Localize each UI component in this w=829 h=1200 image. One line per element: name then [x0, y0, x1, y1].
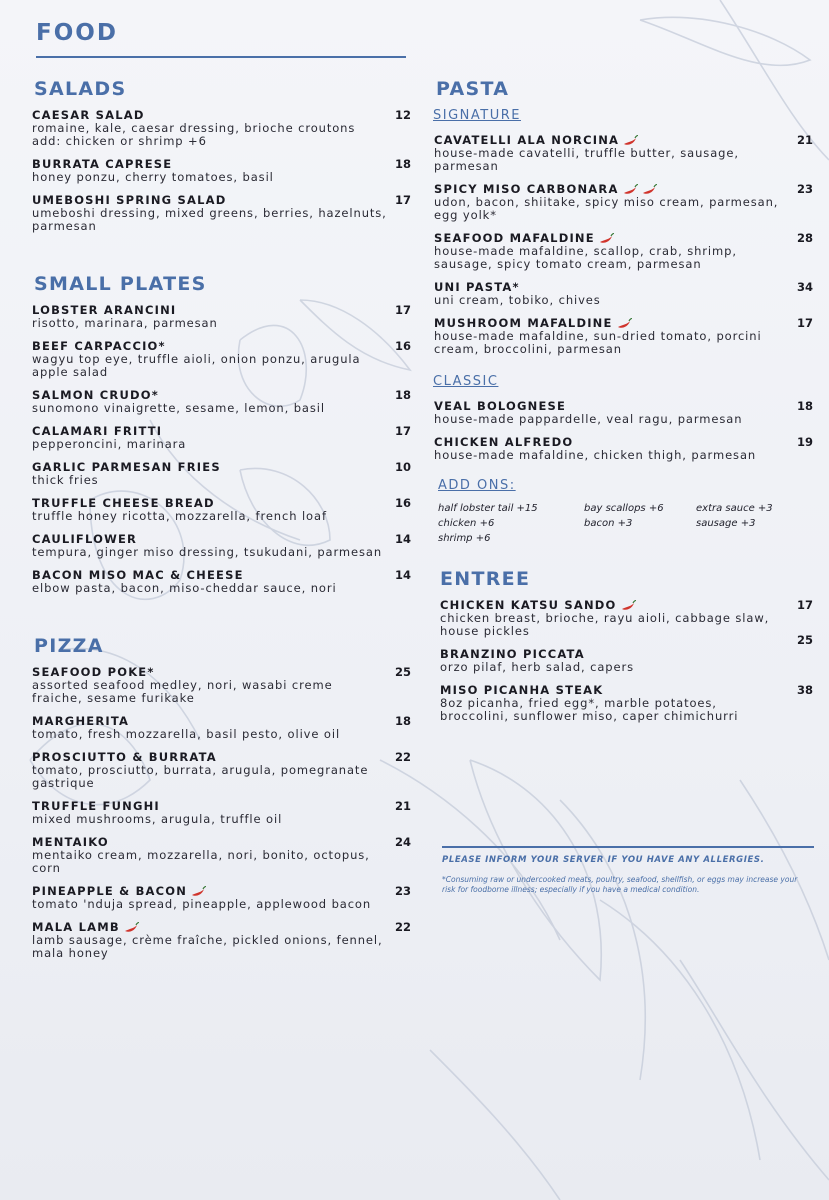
menu-item: [32, 339, 413, 379]
menu-item: [32, 665, 413, 705]
item-name: CAESAR SALAD: [32, 108, 145, 122]
item-description: tempura, ginger miso dressing, tsukudani, parmesan: [32, 545, 383, 559]
item-description: house-made cavatelli, truffle butter, sausage, parmesan: [434, 146, 739, 173]
item-name: VEAL BOLOGNESE: [434, 399, 567, 413]
item-price: 17: [796, 598, 813, 612]
item-price: 28: [796, 231, 813, 245]
item-description: honey ponzu, cherry tomatoes, basil: [32, 170, 274, 184]
item-price: 34: [796, 280, 813, 294]
allergy-notice: [442, 846, 814, 894]
item-price: 25: [796, 633, 813, 647]
item-price: 23: [796, 182, 813, 196]
chili-pepper-icon: [641, 184, 657, 195]
item-price: 18: [394, 388, 411, 402]
item-name: CALAMARI FRITTI: [32, 424, 163, 438]
item-name: MISO PICANHA STEAK: [440, 683, 604, 697]
item-name: MENTAIKO: [32, 835, 109, 849]
pizza-heading: PIZZA: [34, 635, 104, 657]
item-name: CAVATELLI ALA NORCINA: [434, 133, 620, 147]
menu-item: [32, 108, 413, 148]
item-name: SEAFOOD POKE*: [32, 665, 155, 679]
chili-pepper-icon: [123, 922, 139, 933]
item-name: LOBSTER ARANCINI: [32, 303, 177, 317]
item-price: 16: [394, 339, 411, 353]
menu-item: [32, 799, 413, 826]
item-name: BRANZINO PICCATA: [440, 647, 585, 661]
addon-item: sausage +3: [696, 518, 756, 529]
item-description: udon, bacon, shiitake, spicy miso cream, parmesan, egg yolk*: [434, 195, 779, 222]
item-price: 24: [394, 835, 411, 849]
addon-item: half lobster tail +15: [438, 503, 538, 514]
item-name-row: [434, 231, 789, 245]
salads-heading: SALADS: [34, 78, 127, 100]
item-price: 18: [796, 399, 813, 413]
item-price: 22: [394, 750, 411, 764]
item-price: 21: [796, 133, 813, 147]
item-price: 17: [796, 316, 813, 330]
menu-item: [32, 835, 413, 875]
item-description: romaine, kale, caesar dressing, brioche croutons: [32, 121, 356, 135]
menu-item: [32, 714, 413, 741]
item-name-row: [32, 884, 387, 898]
item-description: risotto, marinara, parmesan: [32, 316, 218, 330]
item-description: mixed mushrooms, arugula, truffle oil: [32, 812, 283, 826]
chili-pepper-icon: [622, 135, 638, 146]
menu-item: [32, 920, 413, 960]
menu-item: [32, 496, 413, 523]
menu-item: [434, 399, 815, 426]
menu-item: [32, 388, 413, 415]
item-name: SPICY MISO CARBONARA: [434, 182, 619, 196]
menu-item: [434, 280, 815, 307]
item-price: 21: [394, 799, 411, 813]
menu-item: [434, 182, 815, 222]
chili-pepper-icon: [620, 600, 636, 611]
item-name-row: [434, 182, 789, 196]
menu-item: [434, 316, 815, 356]
item-name: MUSHROOM MAFALDINE: [434, 316, 613, 330]
right-column: [430, 78, 815, 732]
entree-heading: ENTREE: [440, 568, 531, 590]
item-extra: add: chicken or shrimp +6: [32, 134, 207, 148]
item-name: SALMON CRUDO*: [32, 388, 159, 402]
item-description: house-made mafaldine, chicken thigh, parmesan: [434, 448, 757, 462]
menu-item: [32, 532, 413, 559]
item-description: tomato, fresh mozzarella, basil pesto, olive oil: [32, 727, 341, 741]
item-name: PROSCIUTTO & BURRATA: [32, 750, 217, 764]
item-description: wagyu top eye, truffle aioli, onion ponzu, arugula apple salad: [32, 352, 361, 379]
consumption-warning: *Consuming raw or undercooked meats, poultry, seafood, shellfish, or eggs may increase your risk for foodborne illness; especially if you have a medical condition.: [442, 875, 798, 894]
item-price: 14: [394, 532, 411, 546]
addons-list: [438, 503, 815, 544]
menu-item: [32, 193, 413, 233]
classic-subheading: CLASSIC: [433, 374, 499, 389]
item-description: house-made mafaldine, scallop, crab, shrimp, sausage, spicy tomato cream, parmesan: [434, 244, 737, 271]
item-name-row: [440, 598, 789, 612]
item-price: 16: [394, 496, 411, 510]
chili-pepper-icon: [616, 318, 632, 329]
item-price: 10: [394, 460, 411, 474]
menu-item: [434, 231, 815, 271]
menu-item: [434, 133, 815, 173]
chili-pepper-icon: [622, 184, 638, 195]
item-description: 8oz picanha, fried egg*, marble potatoes, broccolini, sunflower miso, caper chimichurri: [440, 696, 739, 723]
item-price: 19: [796, 435, 813, 449]
item-price: 12: [394, 108, 411, 122]
item-description: house-made mafaldine, sun-dried tomato, porcini cream, broccolini, parmesan: [434, 329, 762, 356]
item-price: 17: [394, 303, 411, 317]
item-name: TRUFFLE FUNGHI: [32, 799, 160, 813]
chili-pepper-icon: [190, 886, 206, 897]
menu-item: [32, 750, 413, 790]
title-divider: [36, 56, 406, 58]
addon-item: bacon +3: [584, 518, 633, 529]
item-name: PINEAPPLE & BACON: [32, 884, 188, 898]
item-description: lamb sausage, crème fraîche, pickled onions, fennel, mala honey: [32, 933, 383, 960]
item-name: MALA LAMB: [32, 920, 120, 934]
item-name: UMEBOSHI SPRING SALAD: [32, 193, 227, 207]
allergy-divider: [442, 846, 814, 848]
left-column: [28, 20, 413, 969]
chili-pepper-icon: [598, 233, 614, 244]
menu-item: [32, 568, 413, 595]
menu-item: [440, 683, 815, 723]
item-name: TRUFFLE CHEESE BREAD: [32, 496, 215, 510]
item-description: tomato 'nduja spread, pineapple, applewood bacon: [32, 897, 372, 911]
item-name: CAULIFLOWER: [32, 532, 138, 546]
item-name: MARGHERITA: [32, 714, 130, 728]
menu-title: FOOD: [36, 20, 118, 46]
item-name-row: [434, 316, 789, 330]
pasta-heading: PASTA: [436, 78, 510, 100]
item-name: CHICKEN KATSU SANDO: [440, 598, 617, 612]
item-price: 22: [394, 920, 411, 934]
item-price: 17: [394, 424, 411, 438]
addons-subheading: ADD ONS:: [438, 478, 516, 493]
item-name: BACON MISO MAC & CHEESE: [32, 568, 244, 582]
item-name-row: [32, 920, 387, 934]
item-price: 25: [394, 665, 411, 679]
small-plates-heading: SMALL PLATES: [34, 273, 207, 295]
item-description: pepperoncini, marinara: [32, 437, 187, 451]
small-plates-section: [28, 273, 413, 595]
addon-item: bay scallops +6: [584, 503, 664, 514]
addon-item: extra sauce +3: [696, 503, 773, 514]
item-name: CHICKEN ALFREDO: [434, 435, 574, 449]
menu-item: [440, 598, 815, 638]
item-description: thick fries: [32, 473, 99, 487]
item-description: chicken breast, brioche, rayu aioli, cabbage slaw, house pickles: [440, 611, 770, 638]
item-name: BEEF CARPACCIO*: [32, 339, 166, 353]
item-description: tomato, prosciutto, burrata, arugula, pomegranate gastrique: [32, 763, 369, 790]
entree-section: [430, 568, 815, 723]
item-price: 18: [394, 714, 411, 728]
item-price: 38: [796, 683, 813, 697]
menu-item: [32, 424, 413, 451]
addon-item: shrimp +6: [438, 533, 491, 544]
allergy-heading: PLEASE INFORM YOUR SERVER IF YOU HAVE ANY ALLERGIES.: [442, 855, 765, 865]
item-name: GARLIC PARMESAN FRIES: [32, 460, 221, 474]
salads-section: [28, 78, 413, 233]
item-name: BURRATA CAPRESE: [32, 157, 173, 171]
item-description: mentaiko cream, mozzarella, nori, bonito, octopus, corn: [32, 848, 370, 875]
item-price: 14: [394, 568, 411, 582]
item-price: 18: [394, 157, 411, 171]
item-description: elbow pasta, bacon, miso-cheddar sauce, nori: [32, 581, 337, 595]
menu-item: [32, 460, 413, 487]
item-price: 17: [394, 193, 411, 207]
item-description: umeboshi dressing, mixed greens, berries, hazelnuts, parmesan: [32, 206, 387, 233]
item-name-row: [434, 133, 789, 147]
menu-item: [440, 633, 815, 674]
item-description: uni cream, tobiko, chives: [434, 293, 601, 307]
pizza-section: [28, 635, 413, 960]
item-description: sunomono vinaigrette, sesame, lemon, basil: [32, 401, 325, 415]
item-description: truffle honey ricotta, mozzarella, french loaf: [32, 509, 327, 523]
menu-item: [32, 303, 413, 330]
item-description: house-made pappardelle, veal ragu, parmesan: [434, 412, 743, 426]
signature-subheading: SIGNATURE: [433, 108, 521, 123]
item-name: UNI PASTA*: [434, 280, 520, 294]
item-price: 23: [394, 884, 411, 898]
item-description: assorted seafood medley, nori, wasabi creme fraiche, sesame furikake: [32, 678, 333, 705]
item-name: SEAFOOD MAFALDINE: [434, 231, 595, 245]
addon-item: chicken +6: [438, 518, 495, 529]
menu-item: [32, 884, 413, 911]
pasta-section: [430, 78, 815, 544]
menu-item: [32, 157, 413, 184]
menu-item: [434, 435, 815, 462]
item-description: orzo pilaf, herb salad, capers: [440, 660, 634, 674]
